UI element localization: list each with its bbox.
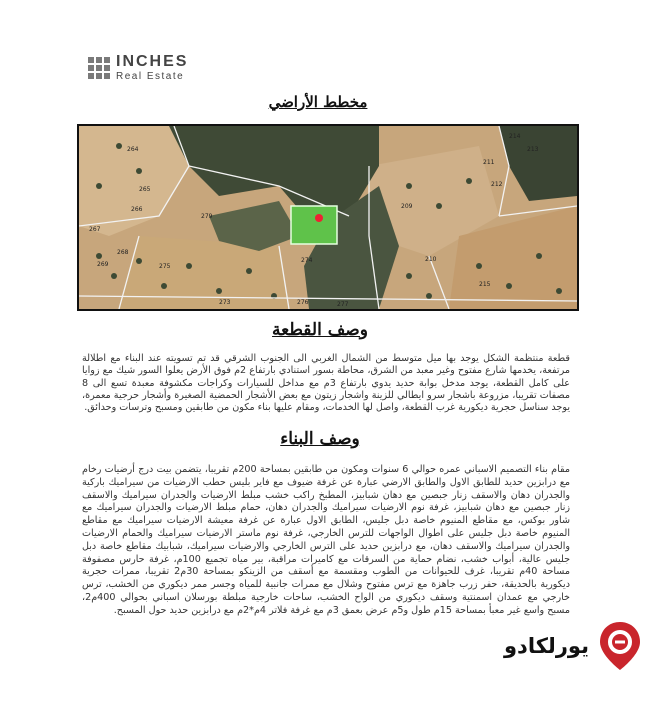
brand-name: INCHES [116, 53, 189, 70]
svg-text:274: 274 [301, 257, 313, 264]
svg-text:275: 275 [159, 263, 171, 270]
svg-text:212: 212 [491, 181, 503, 188]
svg-text:211: 211 [483, 159, 495, 166]
plot-description-title: وصف القطعة [272, 320, 368, 340]
svg-text:266: 266 [131, 206, 143, 213]
building-description-title: وصف البناء [280, 429, 360, 449]
brand-logo [88, 54, 188, 82]
site-name: يورلكادو [504, 634, 589, 658]
svg-text:214: 214 [509, 133, 521, 140]
highlighted-plot [291, 206, 337, 244]
svg-text:210: 210 [425, 256, 437, 263]
brand-subtitle: Real Estate [116, 71, 185, 82]
map-pin-logo-icon [597, 620, 643, 672]
svg-text:268: 268 [117, 249, 129, 256]
svg-text:213: 213 [527, 146, 539, 153]
building-description-text: مقام بناء التصميم الاسباني عمره حوالي 6 سنوات ومكون من طابقين بمساحة 200م تقريبا، يتضمن بيت درج أرضيات رخام مع درابزين حديد للطابق الاول والطابق الارضي عبارة عن غرفة ضيوف مع فاير بليس حطب الارضيات من سيراميك باركية والجدران دهان والاسقف زنار جبصين مع دهان شبابيز، المطبخ راكب خشب مبلط الارضيات والجدران سيراميك والاسقف زنار جبصين مع دهان شبابيز، غرفة نوم الارضيات سيراميك والجدران دهان، حمام مبلط الارضيات والجدران سيراميك مع شاور بوكس، مع مقاطع المنيوم خاصة دبل جليس، الطابق الاول عبارة عن غرفة معيشة الارضيات سيراميك مع مقاطع المنيوم خاصة دبل جليس على اطوال الواجهات للترس الخارجي، غرفة نوم ماستر الارضيات سيراميك والحمام الارضيات والجدران سيراميك والاسقف دهان، مع درابزين حديد على الترس الخارجي والارضيات سيراميك، شبابيك مقاطع خاصة دبل جليس عالية، أبواب خشب، نضام حماية من السرقات مع كاميرات مراقبة، بير مياه تجميع 100م، غرفة حارس مصفوفة مساحة 40م تقريبا، غرف للحيوانات من الطوب ومقسمة مع أسقف من الزينكو بمساحة 30م2 تقريبا، ممرات حجرية ديكورية بالحديقة، حفر زرب جاهزة مع ترس مفتوح وشلال مع ممرات جانبية للمياه وجسر ممر ديكوري من الخشب، ترس خارجي مع عمدان اسمنتية وسقف ديكوري من الواح الخشب، ساحات خارجية مبلطة بورسلان اسباني بحوالي 400م2، مسبح واسع غير معبأ بمساحة 15م طول و5م عرض بعمق 3م مع غرفة فلاتر 4م*2م مع درابزين حديد حول المسبح. [82, 464, 571, 616]
svg-text:276: 276 [297, 299, 309, 306]
svg-text:269: 269 [97, 261, 109, 268]
svg-text:277: 277 [337, 301, 349, 308]
site-logo [504, 620, 643, 672]
svg-text:279: 279 [201, 213, 213, 220]
svg-text:273: 273 [219, 299, 231, 306]
satellite-image [79, 126, 577, 309]
svg-text:264: 264 [127, 146, 139, 153]
svg-text:265: 265 [139, 186, 151, 193]
svg-text:209: 209 [401, 203, 413, 210]
location-pin-icon [315, 214, 323, 222]
grid-logo-icon [88, 57, 110, 79]
svg-text:215: 215 [479, 281, 491, 288]
land-plan-map [77, 124, 579, 311]
svg-text:267: 267 [89, 226, 101, 233]
land-plan-title: مخطط الأراضي [268, 93, 368, 111]
plot-description-text: قطعة منتظمة الشكل يوجد بها ميل متوسط من الشمال الغربي الى الجنوب الشرقي قد تم تسويته عند البناء مع اطلالة مرتفعة، يخدمها شارع مفتوح وغير معبد من الشرق، محاطة بسور استنادي بارتفاع 2م فوق الأرض يعلوا السور شيك مع زوايا على كامل القطعة، يوجد مدخل بوابة حديد يدوي بارتفاع 3م مع مداخل للسيارات وكراجات مكشوفة معبدة تسع الى 8 مصفات تقريبا، مزروعة باشجار سرو ايطالي للزينة واشجار زيتون مع بعض الأشجار الحمضية الصغيرة وأشجار حرجية معمرة، يوجد سناسل حجرية ديكورية غرب القطعة، واصل لها الخدمات، ومقام عليها بناء مكون من طابقين ومسبح وترسات وحدائق. [82, 353, 571, 414]
